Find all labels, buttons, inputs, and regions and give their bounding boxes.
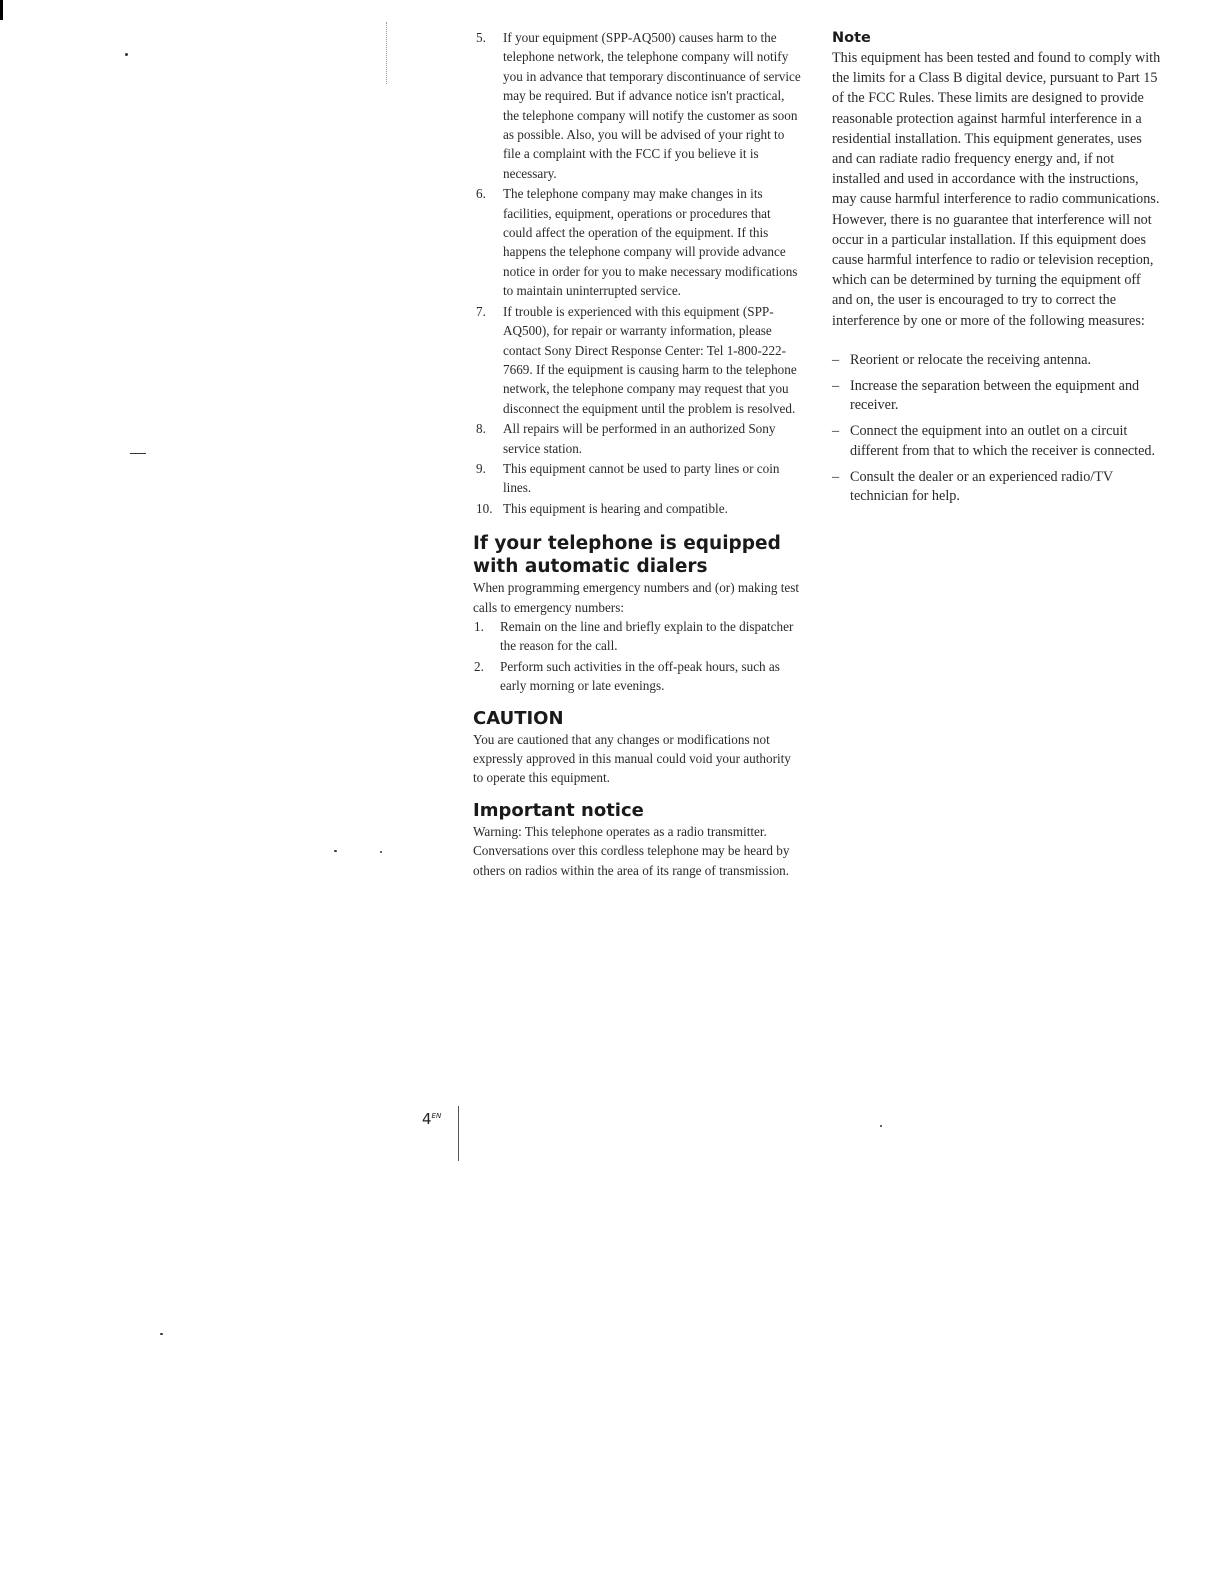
list-item — [832, 351, 1162, 370]
item-number: 5. — [476, 30, 486, 45]
scan-speck — [160, 1333, 163, 1335]
note-text: This equipment has been tested and found to comply with the limits for a Class B digital device, pursuant to Part 15 of the FCC Rules. These limits are designed to provide reasonable protection against harmful interference in a residential installation. This equipment generates, uses and can radiate radio frequency energy and, if not installed and used in accordance with the instructions, may cause harmful interference to radio communications. However, there is no guarantee that interference will not occur in a particular installation. If this equipment does cause harmful interfence to radio or television reception, which can be determined by turning the equipment off and on, the user is encouraged to try to correct the interference by one or more of the following measures: — [832, 50, 1161, 329]
item-text: All repairs will be performed in an authorized Sony service station. — [503, 421, 776, 456]
note-heading: Note — [832, 30, 871, 46]
page-number — [422, 1110, 441, 1128]
step-text: Perform such activities in the off-peak hours, such as early morning or late evenings. — [500, 658, 780, 694]
list-item — [473, 499, 803, 518]
item-number: 10. — [476, 500, 493, 516]
item-text: If trouble is experienced with this equipment (SPP-AQ500), for repair or warranty information, please contact Sony Direct Response Center: Tel 1-800-222-7669. If the equipment is causing harm to the telephone network, the telephone company may request that you disconnect the equipment until the problem is resolved. — [503, 303, 797, 416]
list-item — [473, 459, 803, 498]
autodialers-heading: If your telephone is equipped with automatic dialers — [473, 533, 781, 578]
item-number: 6. — [476, 186, 486, 202]
fcc-numbered-list — [473, 28, 803, 518]
page-number-value: 4 — [422, 1110, 432, 1128]
item-text: The telephone company may make changes in its facilities, equipment, operations or procedures that could affect the operation of the equipment. If this happens the telephone company will provide advance notice in order for you to make necessary modifications to maintain uninterrupted service. — [503, 186, 798, 299]
step-number: 2. — [474, 658, 484, 674]
item-number: 8. — [476, 421, 486, 437]
scan-speck — [380, 851, 382, 853]
page-number-rule — [458, 1106, 459, 1161]
dash-bullet: – — [832, 423, 840, 440]
item-number: 9. — [476, 460, 486, 476]
item-text: If your equipment (SPP-AQ500) causes harm to the telephone network, the telephone company will notify you in advance that temporary discontinuance of service may be required. But if advance notice isn't practical, the telephone company will notify the customer as soon as possible. Also, you will be advised of your right to file a complaint with the FCC if you believe it is necessary. — [503, 30, 801, 181]
measure-text: Reorient or relocate the receiving antenna. — [850, 351, 1092, 368]
list-item — [473, 28, 803, 183]
dash-bullet: – — [832, 468, 840, 485]
scan-speck — [334, 850, 337, 852]
caution-text: You are cautioned that any changes or modifications not expressly approved in this manual could void your authority to operate this equipment. — [473, 731, 791, 786]
list-item — [473, 419, 803, 458]
scan-edge-mark — [0, 0, 3, 20]
left-column — [473, 28, 803, 880]
page-number-suffix: EN — [431, 1112, 442, 1120]
list-item — [473, 657, 803, 696]
measure-text: Increase the separation between the equipment and receiver. — [850, 378, 1140, 414]
measure-text: Connect the equipment into an outlet on a circuit different from that to which the receiver is connected. — [850, 423, 1156, 459]
list-item — [832, 422, 1162, 460]
scan-speck — [880, 1125, 882, 1127]
list-item — [832, 468, 1162, 506]
scan-dotted-line — [386, 22, 388, 84]
important-notice-heading: Important notice — [473, 799, 644, 821]
scan-speck — [130, 453, 146, 454]
item-number: 7. — [476, 303, 486, 319]
important-notice-text: Warning: This telephone operates as a radio transmitter. Conversations over this cordless telephone may be heard by others on radios within the area of its range of transmission. — [473, 823, 790, 878]
scan-speck — [125, 53, 128, 56]
item-text: This equipment is hearing and compatible. — [503, 500, 728, 516]
step-text: Remain on the line and briefly explain to the dispatcher the reason for the call. — [500, 618, 794, 654]
right-column — [832, 28, 1162, 513]
dash-bullet: – — [832, 378, 840, 395]
list-item — [473, 617, 803, 656]
list-item — [832, 377, 1162, 415]
list-item — [473, 184, 803, 300]
measures-list — [832, 351, 1162, 506]
autodialers-steps — [473, 617, 803, 696]
item-text: This equipment cannot be used to party lines or coin lines. — [503, 460, 780, 496]
autodialers-intro: When programming emergency numbers and (or) making test calls to emergency numbers: — [473, 580, 800, 615]
measure-text: Consult the dealer or an experienced radio/TV technician for help. — [850, 468, 1113, 505]
caution-heading: CAUTION — [473, 707, 564, 729]
dash-bullet: – — [832, 351, 840, 368]
step-number: 1. — [474, 618, 484, 634]
list-item — [473, 302, 803, 418]
